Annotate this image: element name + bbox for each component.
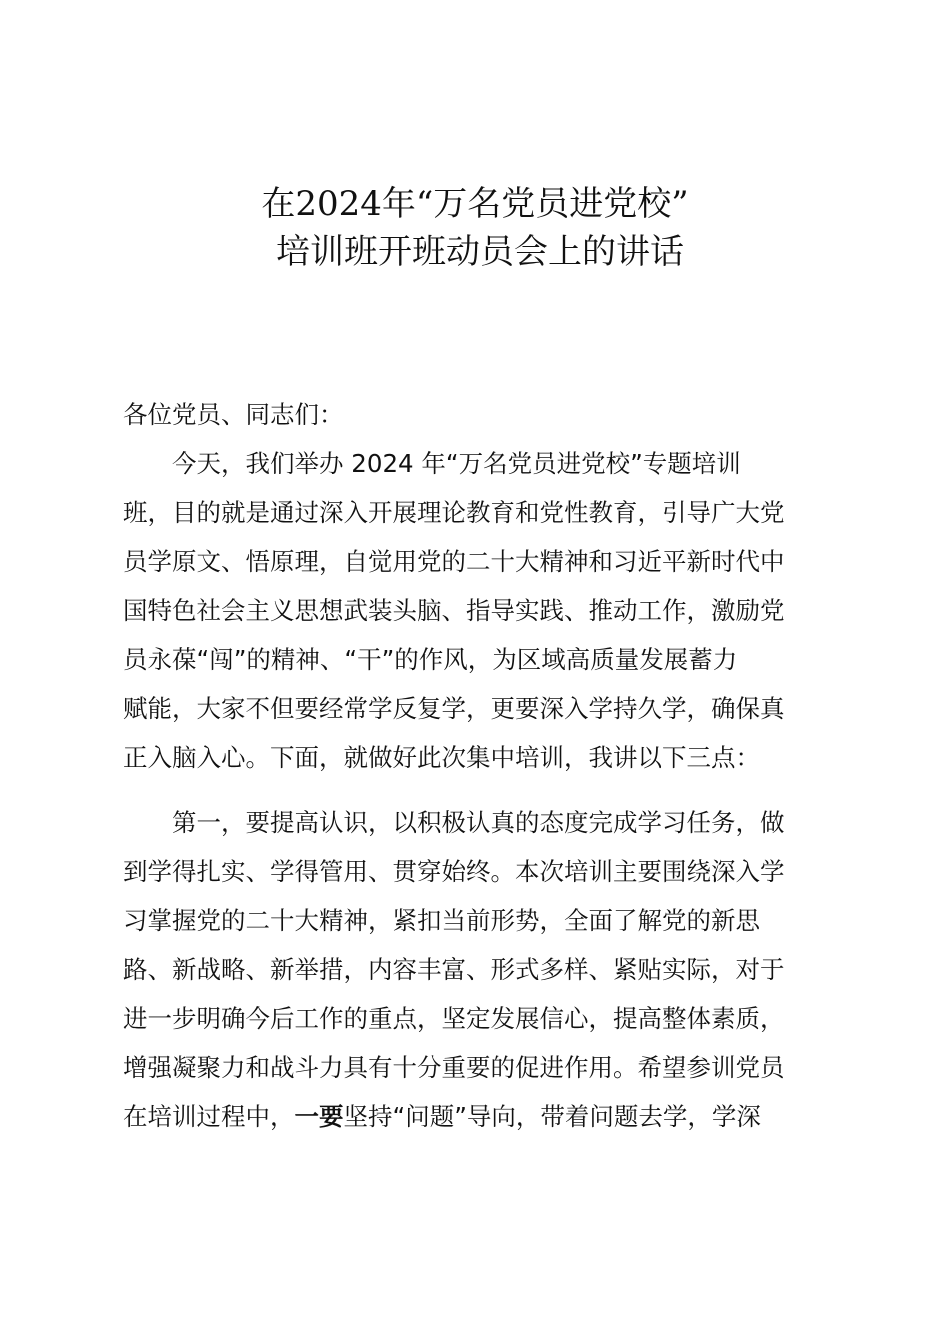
document-title [0,180,950,276]
paragraph-line: 今天，我们举办 2024 年“万名党员进党校”专题培训 [172,449,741,478]
paragraph-line: 第一，要提高认识，以积极认真的态度完成学习任务，做 [172,808,785,837]
line-text-post: 坚持“问题”导向，带着问题去学，学深 [343,1102,761,1131]
paragraph-line: 路、新战略、新举措，内容丰富、形式多样、紧贴实际，对于 [123,955,785,984]
paragraph-1 [123,439,823,782]
paragraph-line: 员永葆“闯”的精神、“干”的作风，为区域高质量发展蓄力 [123,645,738,674]
line-text-pre: 在培训过程中， [123,1102,295,1131]
paragraph-line: 增强凝聚力和战斗力具有十分重要的促进作用。希望参训党员 [123,1053,785,1082]
paragraph-line: 进一步明确今后工作的重点，坚定发展信心，提高整体素质， [123,1004,785,1033]
salutation: 各位党员、同志们： [123,400,344,429]
paragraph-line: 正入脑入心。下面，就做好此次集中培训，我讲以下三点： [123,743,760,772]
line-text-bold: 一要 [294,1102,344,1131]
paragraph-line: 习掌握党的二十大精神，紧扣当前形势，全面了解党的新思 [123,906,760,935]
paragraph-line: 员学原文、悟原理，自觉用党的二十大精神和习近平新时代中 [123,547,785,576]
paragraph-line: 赋能，大家不但要经常学反复学，更要深入学持久学，确保真 [123,694,785,723]
title-line-2: 培训班开班动员会上的讲话 [276,232,684,272]
document-body [123,390,823,1141]
paragraph-2 [123,798,823,1141]
paragraph-line: 国特色社会主义思想武装头脑、指导实践、推动工作，激励党 [123,596,785,625]
paragraph-line: 班，目的就是通过深入开展理论教育和党性教育，引导广大党 [123,498,785,527]
title-line-1: 在2024年“万名党员进党校” [261,184,689,224]
paragraph-line: 到学得扎实、学得管用、贯穿始终。本次培训主要围绕深入学 [123,857,785,886]
paragraph-line [123,1092,823,1141]
